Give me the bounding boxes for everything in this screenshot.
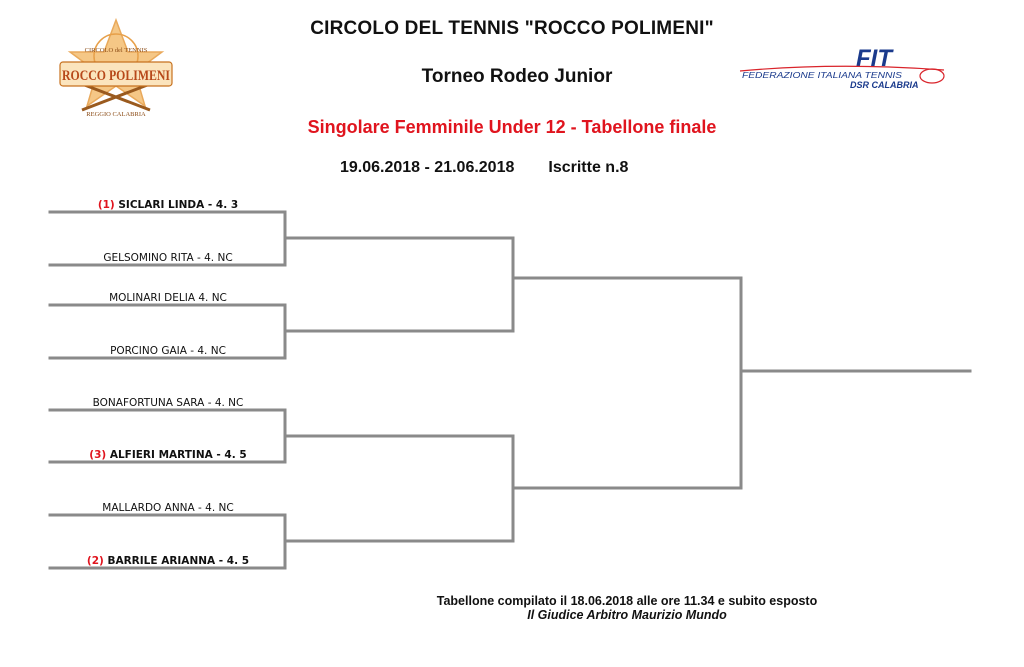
- player-slot-8: [50, 555, 286, 567]
- player-name: MOLINARI DELIA 4. NC: [109, 292, 227, 304]
- player-name: ALFIERI MARTINA - 4. 5: [109, 449, 247, 461]
- player-slot-1: [50, 199, 286, 211]
- club-title: CIRCOLO DEL TENNIS "ROCCO POLIMENI": [310, 18, 714, 39]
- player-slot-4: [50, 345, 286, 357]
- player-slot-7: [50, 502, 286, 514]
- tournament-name: Torneo Rodeo Junior: [421, 66, 613, 87]
- referee-signature: Il Giudice Arbitro Maurizio Mundo: [527, 608, 727, 622]
- player-name: SICLARI LINDA - 4. 3: [118, 199, 239, 211]
- seed-badge: (3): [89, 449, 107, 461]
- fit-logo-full: FEDERAZIONE ITALIANA TENNIS: [742, 71, 903, 80]
- club-logo-bottom-text: REGGIO CALABRIA: [86, 111, 146, 118]
- fit-logo-region: DSR CALABRIA: [850, 80, 919, 90]
- player-slot-2: [50, 252, 286, 264]
- player-name: MALLARDO ANNA - 4. NC: [102, 502, 234, 514]
- tournament-dates: 19.06.2018 - 21.06.2018: [340, 159, 515, 176]
- entries-count: Iscritte n.8: [548, 159, 629, 176]
- compilation-note: Tabellone compilato il 18.06.2018 alle ore 11.34 e subito esposto: [436, 594, 818, 608]
- seed-badge: (1): [97, 199, 115, 211]
- category-title: Singolare Femminile Under 12 - Tabellone finale: [307, 117, 717, 137]
- final-lines: [513, 278, 970, 488]
- player-name: BONAFORTUNA SARA - 4. NC: [92, 397, 244, 409]
- club-logo-name: ROCCO POLIMENI: [62, 68, 171, 84]
- player-name: BARRILE ARIANNA - 4. 5: [107, 555, 250, 567]
- seed-badge: (2): [86, 555, 104, 567]
- semifinal-lines: [285, 238, 513, 541]
- player-slot-5: [50, 397, 286, 409]
- player-slot-3: [50, 292, 286, 304]
- player-slot-6: [50, 449, 286, 461]
- player-name: PORCINO GAIA - 4. NC: [110, 345, 226, 357]
- player-name: GELSOMINO RITA - 4. NC: [103, 252, 233, 264]
- fit-logo-abbr: FIT: [856, 45, 892, 72]
- club-logo-top-text: CIRCOLO del TENNIS: [84, 47, 148, 54]
- round-1-lines: [50, 212, 285, 568]
